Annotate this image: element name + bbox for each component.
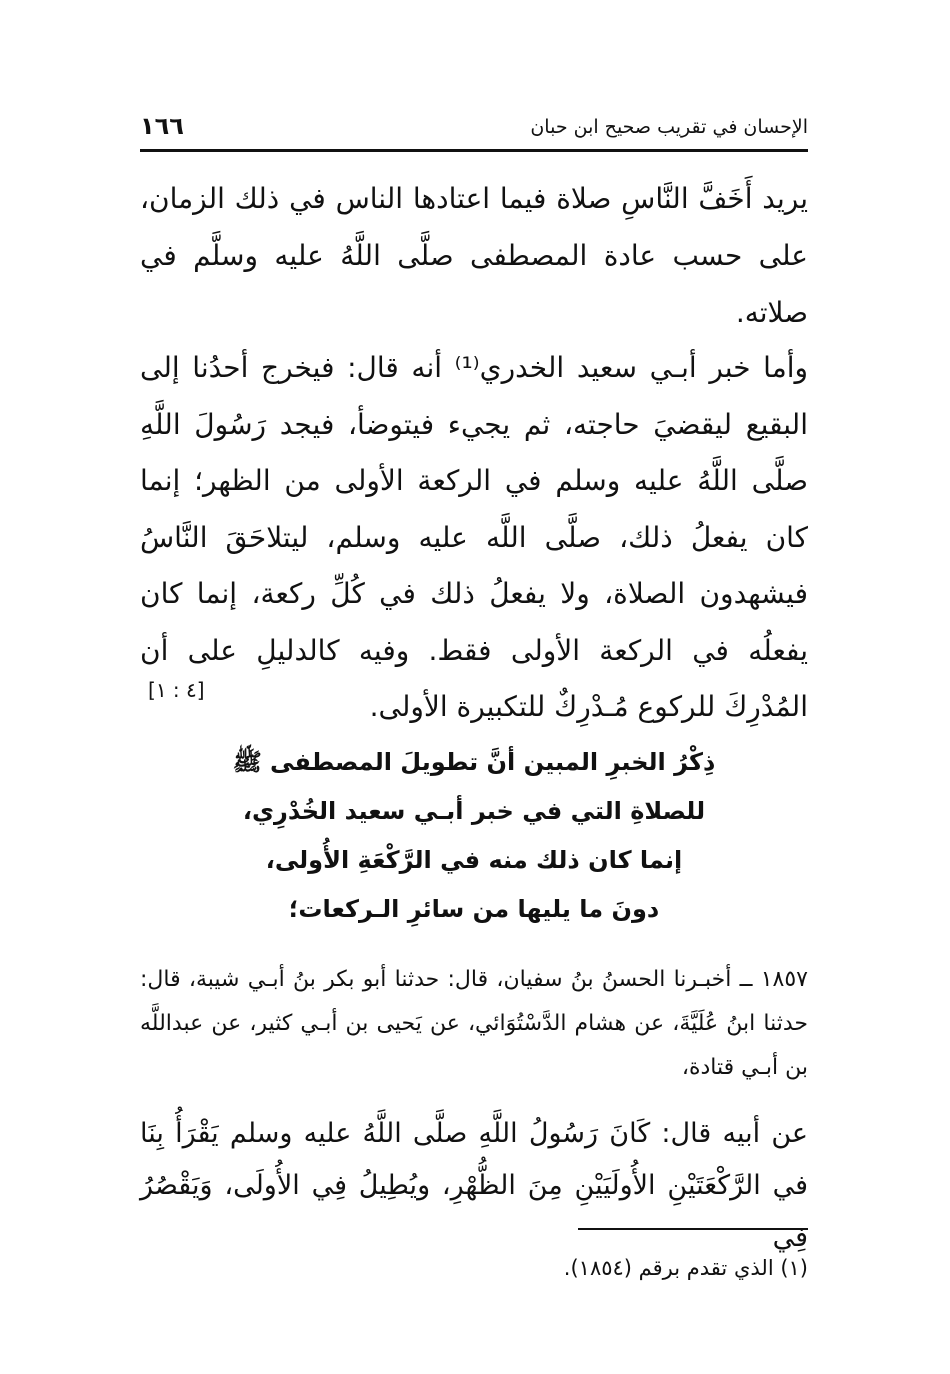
heading-line: إنما كان ذلك منه في الرَّكْعَةِ الأُولى، bbox=[265, 846, 683, 874]
heading-line: للصلاةِ التي في خبر أبـي سعيد الخُدْرِي، bbox=[242, 797, 706, 825]
page-number: ١٦٦ bbox=[140, 112, 184, 140]
page-header bbox=[140, 112, 808, 152]
footnote: (١) الذي تقدم برقم (١٨٥٤). bbox=[563, 1256, 808, 1280]
running-title: الإحسان في تقريب صحيح ابن حبان bbox=[530, 116, 808, 138]
commentary-paragraph: يريد أَخَفَّ النَّاسِ صلاة فيما اعتادها الناس في ذلك الزمان، على حسب عادة المصطفى صلَّى اللَّهُ عليه وسلَّم في صلاته. bbox=[140, 182, 808, 329]
footnote-rule bbox=[578, 1228, 808, 1230]
section-heading bbox=[140, 738, 808, 934]
hadith-chain: ١٨٥٧ ــ أخبـرنا الحسنُ بنُ سفيان، قال: حدثنا أبو بكر بنُ أبـي شيبة، قال: حدثنا ابنُ عُلَيَّةَ، عن هشام الدَّسْتُوَائي، عن يَحيى بن أبـي كثير، عن عبداللَّه بن أبـي قتادة، bbox=[140, 967, 808, 1080]
heading-line: ذِكْرُ الخبرِ المبين أنَّ تطويلَ المصطفى ﷺ bbox=[232, 748, 716, 776]
commentary-paragraph-2: وأما خبر أبـي سعيد الخدري⁽¹⁾ أنه قال: فيخرج أحدُنا إلى البقيع ليقضيَ حاجته، ثم يجيء فيتوضأ، فيجد رَسُولَ اللَّهِ صلَّى اللَّهُ عليه وسلم في الركعة الأولى من الظهر؛ إنما كان يفعلُ ذلك، صلَّى اللَّه عليه وسلم، ليتلاحَقَ النَّاسُ فيشهدون الصلاة، ولا يفعلُ ذلك في كُلِّ ركعة، إنما كان يفعلُه في الركعة الأولى فقط. وفيه كالدليلِ على أن المُدْرِكَ للركوع مُـدْرِكٌ للتكبيرة الأولى. bbox=[140, 351, 808, 723]
hadith-text: عن أبيه قال: كَانَ رَسُولُ اللَّهِ صلَّى اللَّهُ عليه وسلم يَقْرَأُ بِنَا في الرَّكْعَتَيْنِ الأُولَيَيْنِ مِنَ الظُّهْرِ، ويُطِيلُ فِي الأُولَى، وَيَقْصُرُ فِي bbox=[140, 1118, 808, 1253]
heading-line: دونَ ما يليها من سائرِ الـركعات؛ bbox=[288, 895, 660, 923]
header-rule bbox=[140, 149, 808, 152]
reference-bracket: [٤ : ١] bbox=[148, 678, 205, 702]
